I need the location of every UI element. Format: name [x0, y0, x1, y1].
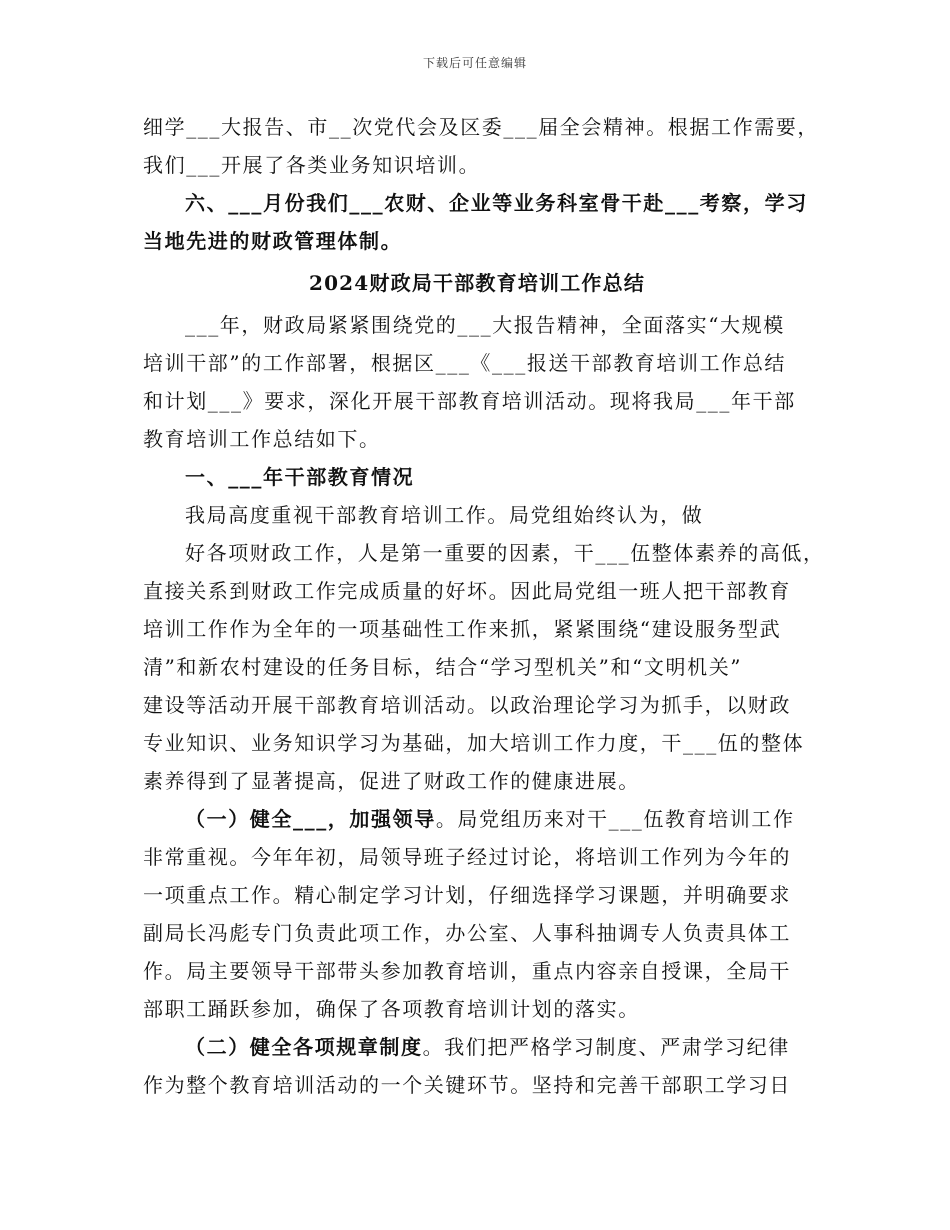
paragraph-line: 专业知识、业务知识学习为基础，加大培训工作力度，干___伍的整体: [143, 731, 805, 755]
paragraph-line: 副局长冯彪专门负责此项工作，办公室、人事科抽调专人负责具体工: [143, 921, 791, 945]
subsection-two-heading: （二）健全各项规章制度: [185, 1035, 423, 1059]
section-heading-six-cont: 当地先进的财政管理体制。: [143, 229, 403, 253]
paragraph-line: 建设等活动开展干部教育培训活动。以政治理论学习为抓手，以财政: [143, 693, 791, 717]
subsection-one-line: [143, 800, 811, 838]
paragraph-line: 非常重视。今年年初，局领导班子经过讨论，将培训工作列为今年的: [143, 845, 791, 869]
paragraph-line: 培训工作作为全年的一项基础性工作来抓，紧紧围绕“建设服务型武: [143, 617, 782, 641]
page-header-note: 下载后可任意编辑: [422, 56, 527, 70]
document-title: 2024财政局干部教育培训工作总结: [308, 271, 646, 295]
paragraph-line: 教育培训工作总结如下。: [143, 427, 381, 451]
paragraph-line: 作为整个教育培训活动的一个关键环节。坚持和完善干部职工学习日: [143, 1073, 791, 1097]
paragraph-line: 部职工踊跃参加，确保了各项教育培训计划的落实。: [143, 997, 640, 1021]
section-heading-six: 六、___月份我们___农财、企业等业务科室骨干赴___考察，学习: [185, 191, 808, 215]
paragraph-line: ___年，财政局紧紧围绕党的___大报告精神，全面落实“大规模: [185, 313, 785, 337]
paragraph-line: 好各项财政工作，人是第一重要的因素，干___伍整体素养的高低，: [185, 541, 825, 565]
paragraph-line: 一项重点工作。精心制定学习计划，仔细选择学习课题，并明确要求: [143, 883, 791, 907]
paragraph-line: 我局高度重视干部教育培训工作。局党组始终认为，做: [185, 503, 704, 527]
subsection-two-text: 。我们把严格学习制度、严肃学习纪律: [422, 1035, 790, 1059]
paragraph-line: 培训干部”的工作部署，根据区___《___报送干部教育培训工作总结: [143, 351, 787, 375]
paragraph-line: 我们___开展了各类业务知识培训。: [143, 153, 481, 177]
paragraph-line: 细学___大报告、市__次党代会及区委___届全会精神。根据工作需要，: [143, 115, 819, 139]
section-heading-one: 一、___年干部教育情况: [185, 465, 415, 489]
paragraph-line: 和计划___》要求，深化开展干部教育培训活动。现将我局___年干部: [143, 389, 796, 413]
paragraph-line: 直接关系到财政工作完成质量的好坏。因此局党组一班人把干部教育: [143, 579, 791, 603]
paragraph-line: 清”和新农村建设的任务目标，结合“学习型机关”和“文明机关”: [143, 655, 743, 679]
paragraph-line: 作。局主要领导干部带头参加教育培训，重点内容亲自授课，全局干: [143, 959, 791, 983]
subsection-one-text: 。局党组历来对干___伍教育培训工作: [435, 807, 795, 831]
subsection-one-heading: （一）健全___，加强领导: [185, 807, 436, 831]
subsection-two-line: [143, 1028, 811, 1066]
document-body: [143, 108, 825, 1104]
paragraph-line: 素养得到了显著提高，促进了财政工作的健康进展。: [143, 769, 640, 793]
